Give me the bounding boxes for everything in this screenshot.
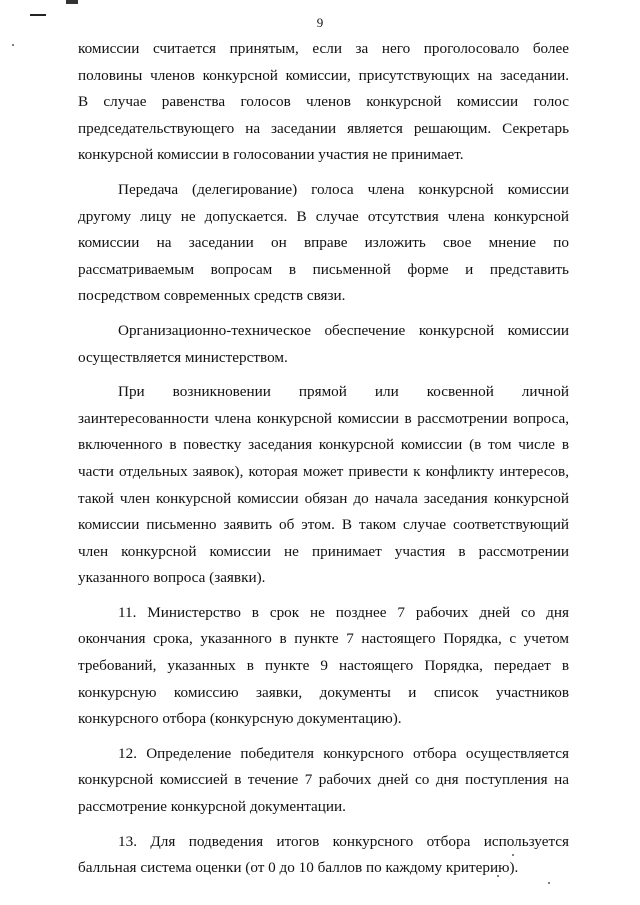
paragraph xyxy=(78,741,569,821)
text-line: другому лицу не допускается. В случае отсутствия члена конкурсной xyxy=(78,207,569,225)
text-line: конкурсной комиссии в голосовании участия не принимает. xyxy=(78,146,464,164)
text-line: осуществляется министерством. xyxy=(78,348,288,366)
text-line: такой член конкурсной комиссии обязан до начала заседания конкурсной xyxy=(78,489,569,507)
paragraph-gap xyxy=(78,592,569,600)
paragraph-gap xyxy=(78,371,569,379)
text-line: В случае равенства голосов членов конкурсной комиссии голос xyxy=(78,93,569,111)
paragraph xyxy=(78,379,569,592)
text-line: комиссии на заседании он вправе изложить свое мнение по xyxy=(78,234,569,252)
paragraph xyxy=(78,318,569,371)
scan-artifact xyxy=(12,44,14,46)
text-line: балльная система оценки (от 0 до 10 баллов по каждому критерию). xyxy=(78,859,519,877)
text-line: Передача (делегирование) голоса члена конкурсной комиссии xyxy=(118,180,569,198)
paragraph-gap xyxy=(78,821,569,829)
text-line: Организационно-техническое обеспечение конкурсной комиссии xyxy=(118,321,569,339)
paragraph-list xyxy=(78,36,569,882)
text-line: заинтересованности члена конкурсной комиссии в рассмотрении вопроса, xyxy=(78,409,569,427)
text-line: рассмотрение конкурсной документации. xyxy=(78,798,346,816)
text-line: комиссии считается принятым, если за него проголосовало более xyxy=(78,40,569,57)
paragraph-gap xyxy=(78,733,569,741)
text-line: конкурсного отбора (конкурсную документацию). xyxy=(78,710,402,728)
text-line: 11. Министерство в срок не позднее 7 рабочих дней со дня xyxy=(118,603,569,621)
paragraph xyxy=(78,829,569,882)
paragraph-gap xyxy=(78,169,569,177)
text-line: включенного в повестку заседания конкурсной комиссии (в том числе в xyxy=(78,436,569,454)
scan-artifact xyxy=(66,0,78,4)
paragraph xyxy=(78,600,569,733)
text-line: председательствующего на заседании является решающим. Секретарь xyxy=(78,119,569,137)
text-line: конкурсной комиссией в течение 7 рабочих дней со дня поступления на xyxy=(78,771,569,789)
text-line: указанного вопроса (заявки). xyxy=(78,569,266,587)
text-line: 13. Для подведения итогов конкурсного отбора используется xyxy=(118,832,569,850)
scan-artifact xyxy=(548,882,550,884)
document-body xyxy=(78,36,569,882)
paragraph-gap xyxy=(78,310,569,318)
text-line: конкурсную комиссию заявки, документы и список участников xyxy=(78,683,569,701)
text-line: комиссии письменно заявить об этом. В таком случае соответствующий xyxy=(78,516,569,534)
text-line: половины членов конкурсной комиссии, присутствующих на заседании. xyxy=(78,66,569,84)
text-line: При возникновении прямой или косвенной личной xyxy=(118,383,569,401)
paragraph xyxy=(78,177,569,310)
text-line: рассматриваемым вопросам в письменной форме и представить xyxy=(78,260,569,278)
paragraph xyxy=(78,36,569,169)
text-line: посредством современных средств связи. xyxy=(78,287,346,305)
text-line: член конкурсной комиссии не принимает участия в рассмотрении xyxy=(78,542,569,560)
text-line: части отдельных заявок), которая может привести к конфликту интересов, xyxy=(78,462,569,480)
text-line: окончания срока, указанного в пункте 7 настоящего Порядка, с учетом xyxy=(78,630,569,648)
text-line: требований, указанных в пункте 9 настоящего Порядка, передает в xyxy=(78,657,569,675)
text-line: 12. Определение победителя конкурсного отбора осуществляется xyxy=(118,744,569,762)
page-number: 9 xyxy=(316,15,324,30)
